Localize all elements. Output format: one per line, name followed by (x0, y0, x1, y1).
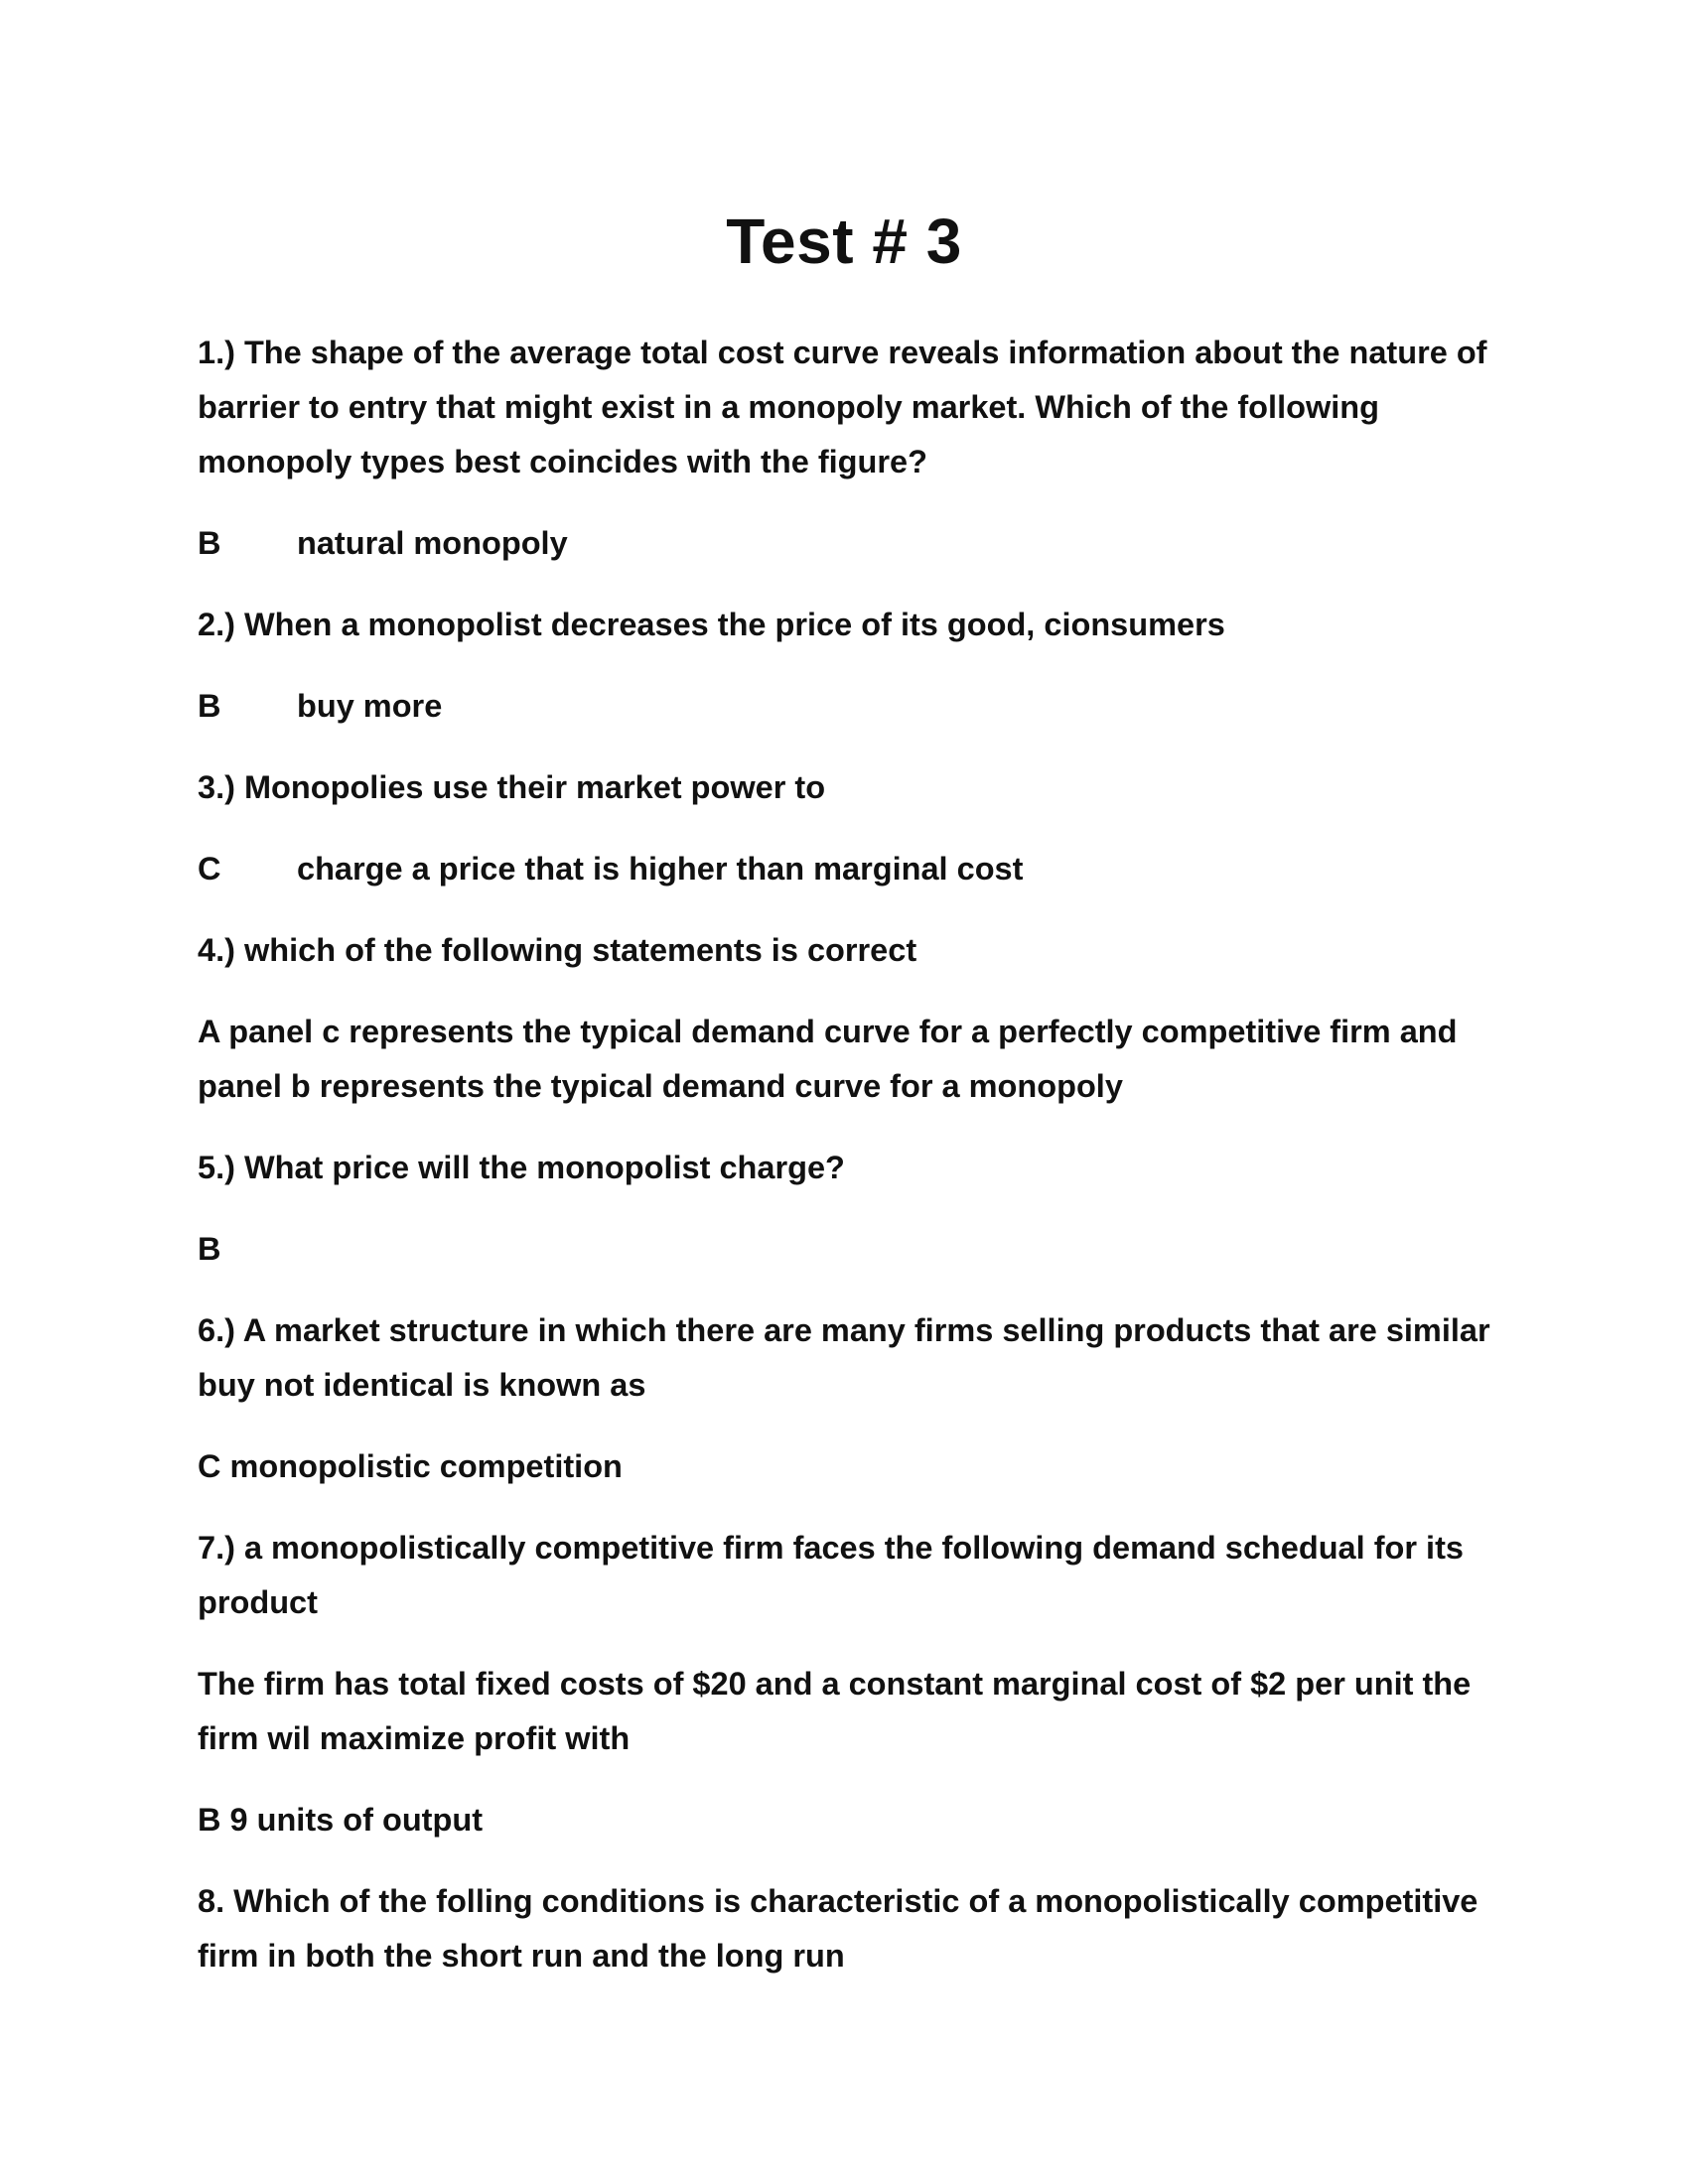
page-title: Test # 3 (726, 205, 962, 277)
question-4: 4.) which of the following statements is correct (198, 932, 917, 968)
answer-6: C monopolistic competition (198, 1448, 623, 1484)
question-1: 1.) The shape of the average total cost curve reveals information about the nature of barrier to entry that might exist in a monopoly market. Which of the following monopoly types best coincides with the figure? (198, 335, 1487, 479)
question-7-detail: The firm has total fixed costs of $20 and a constant marginal cost of $2 per unit the firm wil maximize profit with (198, 1666, 1472, 1756)
question-7: 7.) a monopolistically competitive firm faces the following demand schedual for its product (198, 1530, 1464, 1620)
answer-4: A panel c represents the typical demand curve for a perfectly competitive firm and panel b represents the typical demand curve for a monopoly (198, 1014, 1458, 1104)
answer-1-text: natural monopoly (297, 525, 568, 561)
test-content (198, 326, 1498, 2010)
question-5: 5.) What price will the monopolist charge? (198, 1150, 845, 1185)
question-6: 6.) A market structure in which there are many firms selling products that are similar buy not identical is known as (198, 1312, 1490, 1403)
question-3: 3.) Monopolies use their market power to (198, 769, 826, 805)
answer-2-text: buy more (297, 688, 443, 724)
question-2: 2.) When a monopolist decreases the price of its good, cionsumers (198, 607, 1225, 642)
answer-5: B (198, 1231, 221, 1267)
answer-7: B 9 units of output (198, 1802, 484, 1838)
answer-1 (198, 516, 1498, 571)
question-8: 8. Which of the folling conditions is characteristic of a monopolistically competitive firm in both the short run and the long run (198, 1883, 1478, 1974)
answer-2 (198, 679, 1498, 734)
answer-3-letter: C (198, 851, 221, 887)
answer-1-letter: B (198, 525, 221, 561)
answer-3 (198, 842, 1498, 896)
answer-3-text: charge a price that is higher than marginal cost (297, 851, 1024, 887)
answer-2-letter: B (198, 688, 221, 724)
